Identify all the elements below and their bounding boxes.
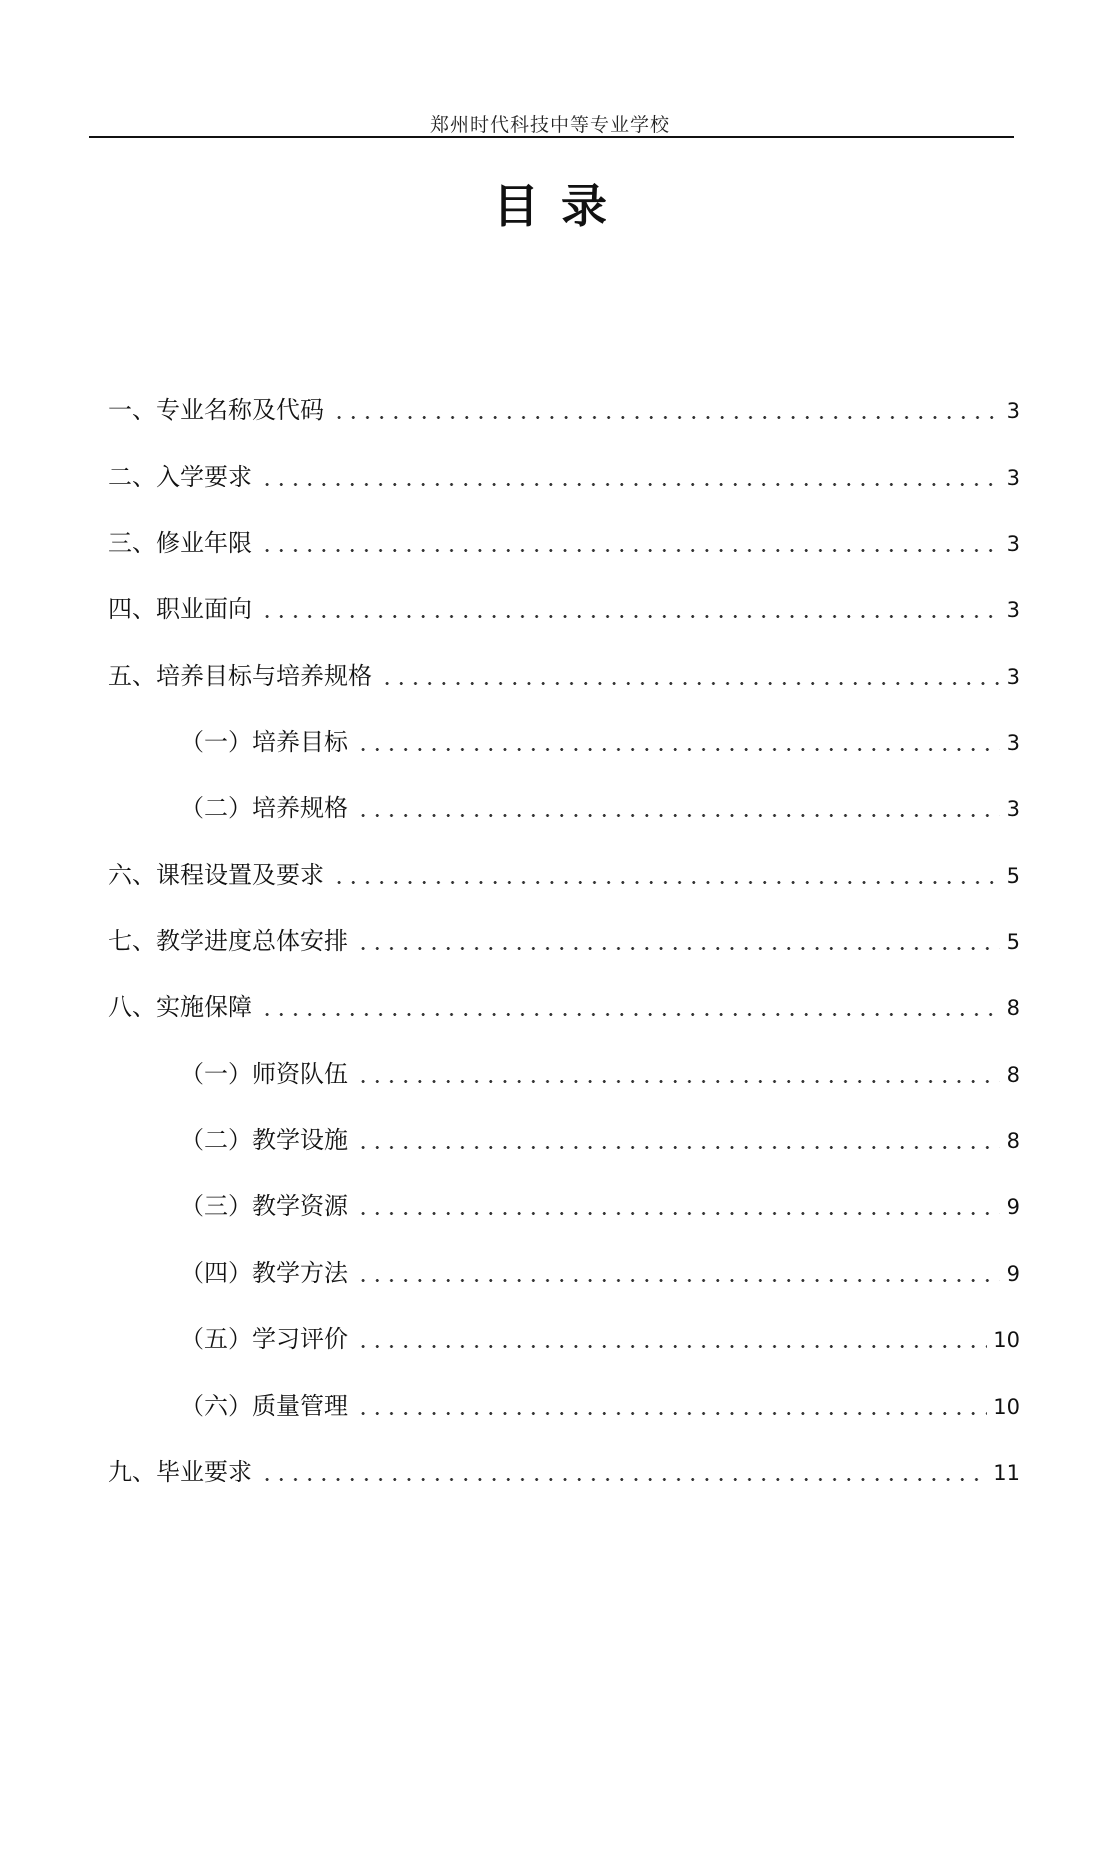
toc-entry-7[interactable] — [108, 889, 1020, 955]
toc-entry-label: （一）培养目标 — [180, 728, 348, 757]
toc-entry-label: 七、教学进度总体安排 — [108, 927, 348, 956]
toc-entry-8-2[interactable] — [108, 1088, 1020, 1154]
toc-entry-8[interactable] — [108, 955, 1020, 1021]
toc-dot-leader — [380, 682, 1000, 685]
toc-entry-label: （四）教学方法 — [180, 1258, 348, 1287]
toc-entry-8-3[interactable] — [108, 1154, 1020, 1220]
toc-dot-leader — [332, 881, 1000, 884]
page-title: 目录 — [493, 179, 629, 233]
toc-dot-leader — [356, 947, 1000, 950]
toc-entry-label: （二）培养规格 — [180, 794, 348, 823]
table-of-contents — [108, 358, 1020, 1486]
toc-page-number: 5 — [1006, 930, 1020, 955]
toc-dot-leader — [356, 814, 1000, 817]
toc-entry-9[interactable] — [108, 1420, 1020, 1486]
toc-dot-leader — [356, 1345, 987, 1348]
header-divider — [89, 136, 1014, 138]
toc-dot-leader — [260, 1478, 987, 1481]
toc-dot-leader — [260, 549, 1000, 552]
toc-page-number: 5 — [1006, 863, 1020, 888]
toc-entry-1[interactable] — [108, 358, 1020, 424]
toc-entry-6[interactable] — [108, 822, 1020, 888]
toc-dot-leader — [356, 1212, 1000, 1215]
toc-entry-8-5[interactable] — [108, 1287, 1020, 1353]
toc-page-number: 3 — [1006, 532, 1020, 557]
toc-entry-5-1[interactable] — [108, 690, 1020, 756]
toc-page-number: 11 — [993, 1460, 1020, 1485]
toc-entry-2[interactable] — [108, 424, 1020, 490]
toc-entry-8-4[interactable] — [108, 1220, 1020, 1286]
toc-entry-5[interactable] — [108, 623, 1020, 689]
toc-page-number: 3 — [1006, 598, 1020, 623]
toc-dot-leader — [260, 615, 1000, 618]
toc-page-number: 3 — [1006, 797, 1020, 822]
toc-page-number: 10 — [993, 1394, 1020, 1419]
toc-page-number: 9 — [1006, 1195, 1020, 1220]
toc-entry-label: （三）教学资源 — [180, 1192, 348, 1221]
toc-entry-label: 二、入学要求 — [108, 462, 252, 491]
toc-entry-label: （一）师资队伍 — [180, 1059, 348, 1088]
toc-page-number: 8 — [1006, 1129, 1020, 1154]
toc-dot-leader — [356, 1080, 1000, 1083]
toc-page-number: 3 — [1006, 465, 1020, 490]
toc-dot-leader — [332, 416, 1000, 419]
page-header: 郑州时代科技中等专业学校 — [429, 114, 670, 136]
toc-page-number: 8 — [1006, 1062, 1020, 1087]
toc-entry-label: 八、实施保障 — [108, 993, 252, 1022]
toc-entry-label: 五、培养目标与培养规格 — [108, 661, 372, 690]
toc-dot-leader — [356, 748, 1000, 751]
toc-entry-label: 一、专业名称及代码 — [108, 396, 324, 425]
toc-page-number: 3 — [1006, 664, 1020, 689]
toc-page-number: 3 — [1006, 731, 1020, 756]
toc-dot-leader — [356, 1412, 987, 1415]
toc-entry-label: （五）学习评价 — [180, 1325, 348, 1354]
toc-entry-4[interactable] — [108, 557, 1020, 623]
toc-entry-8-1[interactable] — [108, 1021, 1020, 1087]
toc-page-number: 9 — [1006, 1261, 1020, 1286]
toc-entry-label: 六、课程设置及要求 — [108, 860, 324, 889]
toc-entry-label: 九、毕业要求 — [108, 1457, 252, 1486]
toc-dot-leader — [356, 1279, 1000, 1282]
toc-entry-label: 四、职业面向 — [108, 595, 252, 624]
toc-entry-label: （二）教学设施 — [180, 1126, 348, 1155]
toc-page-number: 10 — [993, 1328, 1020, 1353]
toc-dot-leader — [260, 1013, 1000, 1016]
toc-entry-label: （六）质量管理 — [180, 1391, 348, 1420]
toc-entry-label: 三、修业年限 — [108, 529, 252, 558]
toc-entry-3[interactable] — [108, 491, 1020, 557]
toc-dot-leader — [356, 1146, 1000, 1149]
toc-page-number: 3 — [1006, 399, 1020, 424]
toc-page-number: 8 — [1006, 996, 1020, 1021]
toc-entry-5-2[interactable] — [108, 756, 1020, 822]
toc-entry-8-6[interactable] — [108, 1353, 1020, 1419]
toc-dot-leader — [260, 483, 1000, 486]
